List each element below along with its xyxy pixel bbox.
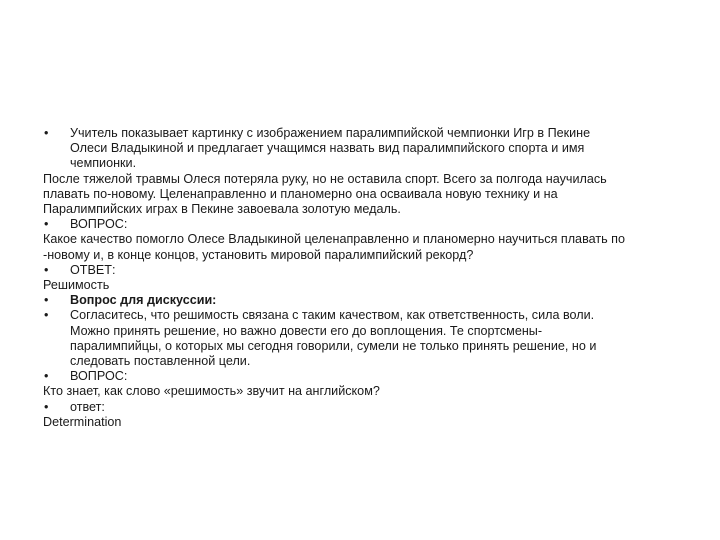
text-line: чемпионки. — [70, 156, 137, 171]
text-line: Вопрос для дискуссии: — [70, 293, 217, 308]
bullet-dot-icon: • — [44, 369, 49, 384]
text-line: следовать поставленной цели. — [70, 354, 251, 369]
bullet-discussion — [43, 308, 683, 369]
bullet-answer-2 — [43, 400, 683, 415]
text-line: Можно принять решение, но важно довести его до воплощения. Те спортсмены- — [70, 323, 543, 338]
text-line: Паралимпийских играх в Пекине завоевала золотую медаль. — [43, 202, 401, 217]
text-line: Determination — [43, 414, 122, 429]
text-line: Учитель показывает картинку с изображением паралимпийской чемпионки Игр в Пекине — [70, 126, 591, 140]
bullet-question-1 — [43, 217, 683, 232]
text-line: Кто знает, как слово «решимость» звучит на английском? — [43, 384, 380, 399]
bullet-dot-icon: • — [44, 399, 49, 414]
text-line: -новому и, в конце концов, установить мировой паралимпийский рекорд? — [43, 247, 474, 262]
text-line: После тяжелой травмы Олеся потеряла руку, но не оставила спорт. Всего за полгода научилась — [43, 171, 607, 186]
text-line: Какое качество помогло Олесе Владыкиной целенаправленно и планомерно научиться плавать по — [43, 232, 625, 247]
text-line: ВОПРОС: — [70, 217, 128, 232]
bullet-dot-icon: • — [44, 308, 49, 323]
bullet-dot-icon: • — [44, 293, 49, 308]
paragraph-question-2 — [43, 384, 683, 399]
bullet-dot-icon: • — [44, 262, 49, 277]
bullet-dot-icon: • — [44, 217, 49, 232]
text-line: плавать по-новому. Целенаправленно и планомерно она осваивала новую технику и на — [43, 186, 558, 201]
bullet-question-2 — [43, 369, 683, 384]
text-line: ОТВЕТ: — [70, 262, 116, 277]
text-line: Олеси Владыкиной и предлагает учащимся назвать вид паралимпийского спорта и имя — [70, 141, 585, 156]
text-line: паралимпийцы, о которых мы сегодня говорили, сумели не только принять решение, но и — [70, 338, 597, 353]
paragraph-question-1 — [43, 232, 683, 262]
paragraph-story — [43, 172, 683, 218]
bullet-dot-icon: • — [44, 126, 49, 140]
paragraph-answer-1 — [43, 278, 683, 293]
bullet-answer-1 — [43, 263, 683, 278]
bullet-intro — [43, 126, 683, 172]
bullet-discussion-heading — [43, 293, 683, 308]
text-line: Решимость — [43, 278, 110, 293]
slide-text-body — [43, 126, 683, 430]
text-line: ВОПРОС: — [70, 369, 128, 384]
text-line: Согласитесь, что решимость связана с таким качеством, как ответственность, сила воли. — [70, 308, 595, 323]
text-line: ответ: — [70, 399, 105, 414]
paragraph-answer-2 — [43, 415, 683, 430]
